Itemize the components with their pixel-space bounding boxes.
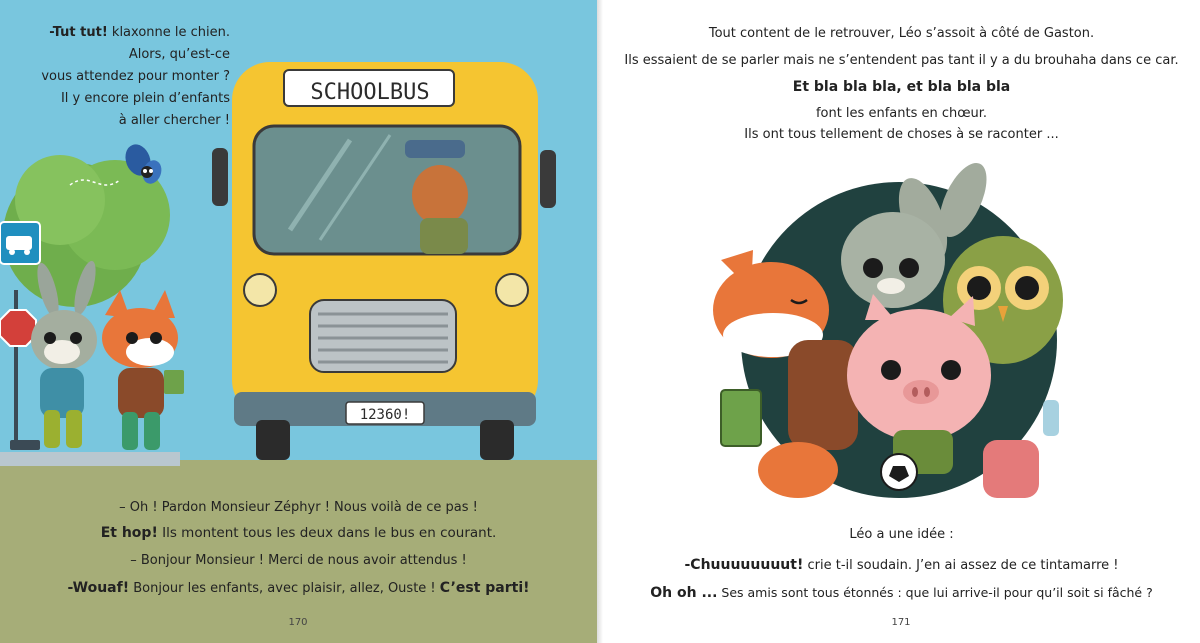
bold-phrase: C’est parti! <box>439 580 530 596</box>
text-line <box>0 525 597 541</box>
text-line <box>0 22 230 44</box>
bold-phrase: Et hop! <box>100 525 158 541</box>
bold-phrase: -Chuuuuuuuut! <box>684 557 804 573</box>
text-line: Il y encore plein d’enfants <box>60 91 230 106</box>
bold-phrase: Oh oh ... <box>650 585 718 601</box>
text-line: à aller chercher ! <box>118 113 230 128</box>
bus-sign-text: SCHOOLBUS <box>310 80 430 105</box>
plain-phrase: – Oh ! Pardon Monsieur Zéphyr ! Nous voilà de ce pas ! <box>119 500 478 515</box>
text-line <box>603 585 1200 601</box>
text-line: Ils essaient de se parler mais ne s’entendent pas tant il y a du brouhaha dans ce car. <box>624 53 1179 68</box>
plain-phrase: Ses amis sont tous étonnés : que lui arrive-il pour qu’il soit si fâché ? <box>717 585 1153 600</box>
text-line <box>603 557 1200 573</box>
plain-phrase: – Bonjour Monsieur ! Merci de nous avoir attendus ! <box>130 553 467 568</box>
text-line: font les enfants en chœur. <box>815 106 988 121</box>
plain-phrase: Bonjour les enfants, avec plaisir, allez, Ouste ! <box>129 581 440 596</box>
page-number: 171 <box>891 617 911 628</box>
school-bus-illustration <box>212 62 556 460</box>
book-illustration <box>721 390 761 446</box>
plain-phrase: Ils montent tous les deux dans le bus en courant. <box>157 525 497 541</box>
intro-text <box>0 22 230 132</box>
page-number: 170 <box>288 617 308 628</box>
text-line: Alors, qu’est-ce <box>128 47 230 62</box>
text-line <box>0 553 597 568</box>
ground-background <box>0 460 597 643</box>
text-line: Léo a une idée : <box>849 527 954 542</box>
friends-illustration <box>603 160 1200 520</box>
plain-phrase: klaxonne le chien. <box>107 25 230 40</box>
plain-phrase: crie t-il soudain. J’en ai assez de ce tintamarre ! <box>803 558 1119 573</box>
fox-illustration <box>102 290 184 450</box>
text-line: vous attendez pour monter ? <box>41 69 230 84</box>
text-line: Ils ont tous tellement de choses à se raconter ... <box>744 127 1059 142</box>
text-line <box>0 500 597 515</box>
text-line: Tout content de le retrouver, Léo s’assoit à côté de Gaston. <box>708 26 1095 41</box>
right-page <box>603 0 1200 643</box>
text-line <box>0 580 597 596</box>
left-page <box>0 0 597 643</box>
bottle-illustration <box>1043 400 1059 436</box>
backpack-illustration <box>983 440 1039 498</box>
text-line: Et bla bla bla, et bla bla bla <box>792 79 1011 95</box>
bold-phrase: -Tut tut! <box>49 25 108 40</box>
bold-phrase: -Wouaf! <box>67 580 130 596</box>
license-plate-text: 12360! <box>359 407 411 423</box>
